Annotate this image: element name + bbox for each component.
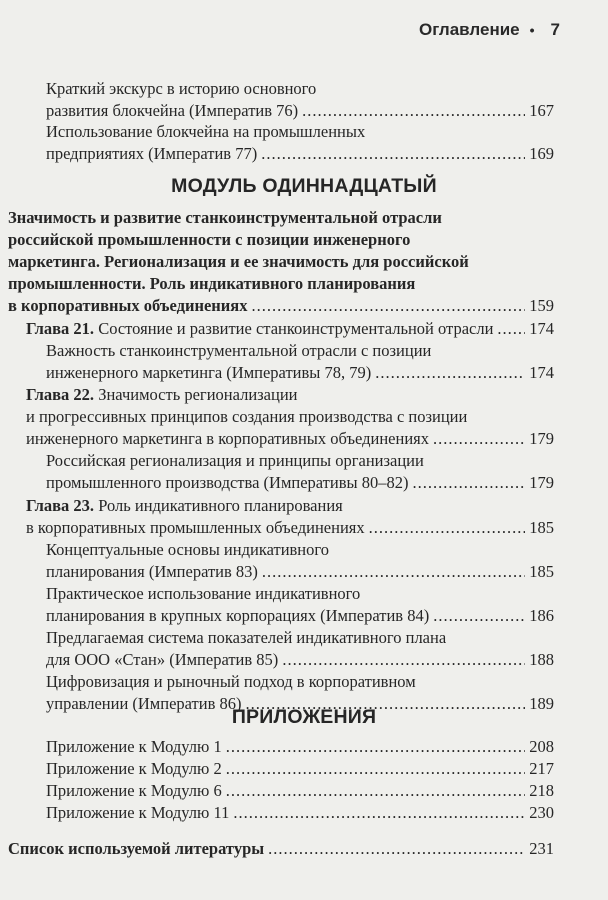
running-head-bullet: • [529, 22, 535, 38]
toc-entry-bibliography[interactable]: Список используемой литературы ..... 231 [8, 838, 554, 860]
toc-entry-ch23-sub4[interactable]: Цифровизация и рыночный подход в корпоративном управлении (Императив 86) ..... 189 [46, 671, 554, 715]
page-number: 7 [550, 20, 560, 39]
toc-entry-ch21-sub1[interactable]: Важность станкоинструментальной отрасли с позиции инженерного маркетинга (Императивы 78, 79) ..... 174 [46, 340, 554, 384]
page-ref: 186 [529, 606, 554, 625]
toc-entry-ch23-sub1[interactable]: Концептуальные основы индикативного планирования (Императив 83) ..... 185 [46, 539, 554, 583]
page-ref: 159 [529, 296, 554, 315]
page-ref: 230 [529, 803, 554, 822]
page-ref: 179 [529, 429, 554, 448]
page-ref: 169 [529, 144, 554, 163]
page-ref: 174 [529, 363, 554, 382]
appendices-heading: ПРИЛОЖЕНИЯ [231, 706, 377, 728]
page-ref: 167 [529, 101, 554, 120]
toc-entry-chapter-22[interactable]: Глава 22. Значимость регионализации и прогрессивных принципов создания производства с позиции инженерного маркетинга в корпоративных объединениях ..... 179 [26, 384, 554, 450]
page-ref: 231 [529, 839, 554, 858]
toc-entry-module-section[interactable]: Значимость и развитие станкоинструментальной отрасли российской промышленности с позиции инженерного маркетинга. Регионализация и ее значимость для российской промышленности. Роль индикативного планирования в корпоративных объединениях ..... 159 [8, 207, 554, 317]
page-ref: 218 [529, 781, 554, 800]
toc-entry-chapter-21[interactable]: Глава 21. Состояние и развитие станкоинструментальной отрасли ..... 174 [26, 318, 554, 340]
page-ref: 179 [529, 473, 554, 492]
toc-entry-chapter-23[interactable]: Глава 23. Роль индикативного планирования в корпоративных промышленных объединениях ..... 185 [26, 495, 554, 539]
page-ref: 188 [529, 650, 554, 669]
toc-entry-blockchain-industry[interactable]: Использование блокчейна на промышленных предприятиях (Императив 77) ..... 169 [46, 121, 554, 165]
toc-entry-ch23-sub3[interactable]: Предлагаемая система показателей индикативного плана для ООО «Стан» (Императив 85) ..... 188 [46, 627, 554, 671]
toc-entry-appendix-1[interactable]: Приложение к Модулю 1 ..... 208 [46, 736, 554, 758]
toc-entry-blockchain-history[interactable]: Краткий экскурс в историю основного развития блокчейна (Императив 76) ..... 167 [46, 78, 554, 122]
toc-entry-appendix-6[interactable]: Приложение к Модулю 6 ..... 218 [46, 780, 554, 802]
running-head-title: Оглавление [419, 20, 520, 39]
toc-entry-appendix-2[interactable]: Приложение к Модулю 2 ..... 217 [46, 758, 554, 780]
toc-entry-ch23-sub2[interactable]: Практическое использование индикативного планирования в крупных корпорациях (Императив 84) ..... 186 [46, 583, 554, 627]
page-ref: 185 [529, 518, 554, 537]
page-ref: 217 [529, 759, 554, 778]
running-head [419, 20, 560, 40]
page-ref: 208 [529, 737, 554, 756]
page-ref: 174 [529, 319, 554, 338]
toc-entry-appendix-11[interactable]: Приложение к Модулю 11 ..... 230 [46, 802, 554, 824]
page-ref: 185 [529, 562, 554, 581]
module-heading: МОДУЛЬ ОДИННАДЦАТЫЙ [171, 175, 437, 197]
page-ref: 189 [529, 694, 554, 713]
toc-entry-ch22-sub1[interactable]: Российская регионализация и принципы организации промышленного производства (Императивы 80–82) ..... 179 [46, 450, 554, 494]
